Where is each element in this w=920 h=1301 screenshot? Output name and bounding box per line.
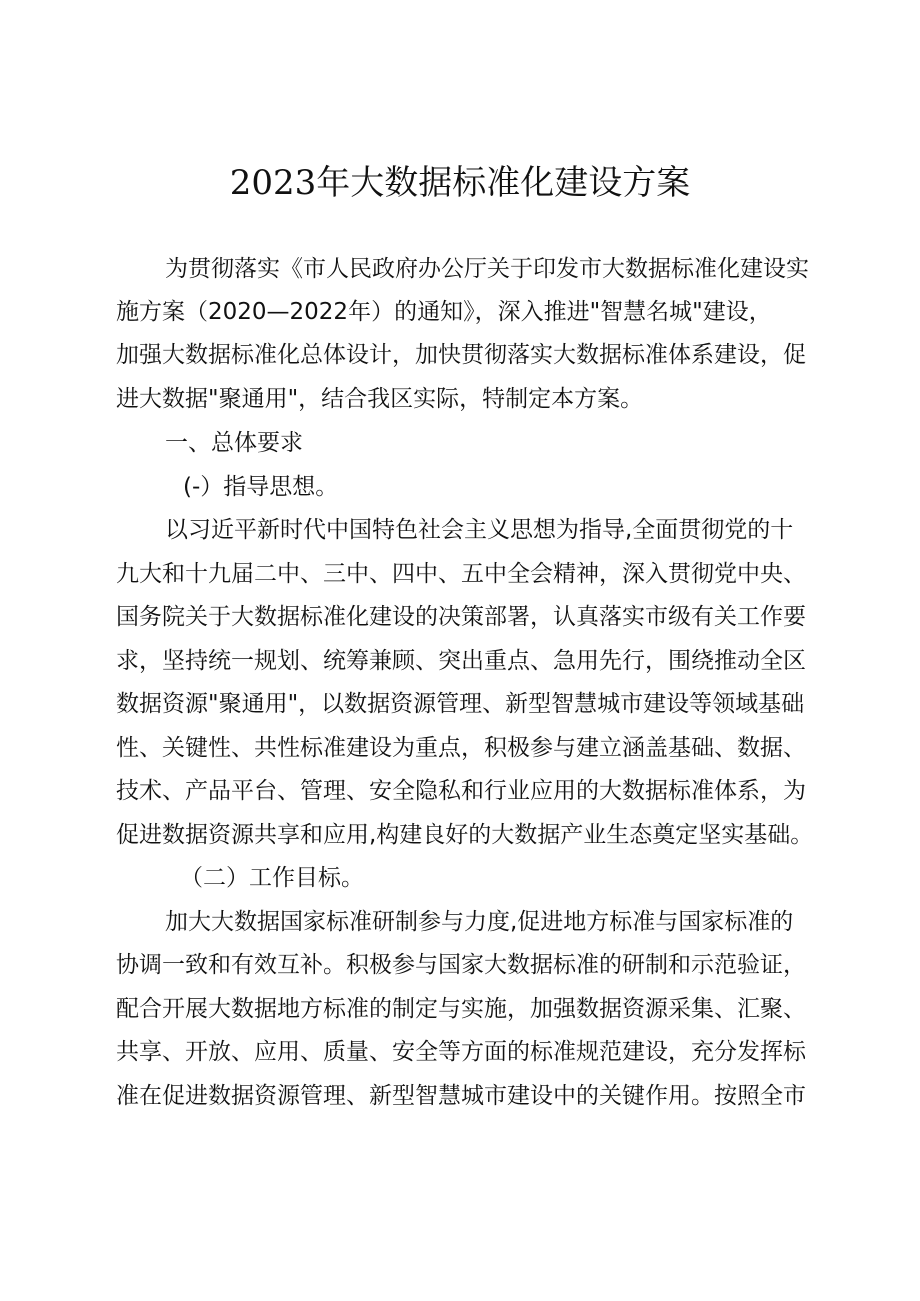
goals-line-2: 协调一致和有效互补。积极参与国家大数据标准的研制和示范验证， — [116, 952, 806, 978]
subsection-heading-work-goals: （二）工作目标。 — [180, 865, 364, 891]
ideology-line-6: 性、关键性、共性标准建设为重点，积极参与建立涵盖基础、数据、 — [116, 735, 806, 761]
ideology-line-4: 求，坚持统一规划、统筹兼顾、突出重点、急用先行，围绕推动全区 — [116, 648, 806, 674]
intro-line-2: 施方案（2020—2022年）的通知》，深入推进"智慧名城"建设， — [116, 299, 772, 325]
ideology-line-1: 以习近平新时代中国特色社会主义思想为指导,全面贯彻党的十 — [165, 517, 794, 543]
subsection-heading-guiding-ideology: (-）指导思想。 — [183, 474, 339, 500]
goals-line-5: 准在促进数据资源管理、新型智慧城市建设中的关键作用。按照全市 — [116, 1083, 806, 1109]
document-title: 2023年大数据标准化建设方案 — [229, 163, 691, 203]
ideology-line-8: 促进数据资源共享和应用,构建良好的大数据产业生态奠定坚实基础。 — [116, 822, 814, 848]
section-heading-overall-requirements: 一、总体要求 — [165, 430, 303, 456]
ideology-line-2: 九大和十九届二中、三中、四中、五中全会精神，深入贯彻党中央、 — [116, 561, 806, 587]
intro-line-3: 加强大数据标准化总体设计，加快贯彻落实大数据标准体系建设，促 — [116, 342, 806, 368]
goals-line-1: 加大大数据国家标准研制参与力度,促进地方标准与国家标准的 — [165, 909, 794, 935]
intro-line-1: 为贯彻落实《市人民政府办公厅关于印发市大数据标准化建设实 — [165, 256, 809, 282]
goals-line-4: 共享、开放、应用、质量、安全等方面的标准规范建设，充分发挥标 — [116, 1039, 806, 1065]
ideology-line-7: 技术、产品平台、管理、安全隐私和行业应用的大数据标准体系，为 — [116, 778, 806, 804]
goals-line-3: 配合开展大数据地方标准的制定与实施，加强数据资源采集、汇聚、 — [116, 996, 806, 1022]
ideology-line-5: 数据资源"聚通用"，以数据资源管理、新型智慧城市建设等领域基础 — [116, 691, 805, 717]
ideology-line-3: 国务院关于大数据标准化建设的决策部署，认真落实市级有关工作要 — [116, 604, 806, 630]
intro-line-4: 进大数据"聚通用"，结合我区实际，特制定本方案。 — [116, 386, 644, 412]
